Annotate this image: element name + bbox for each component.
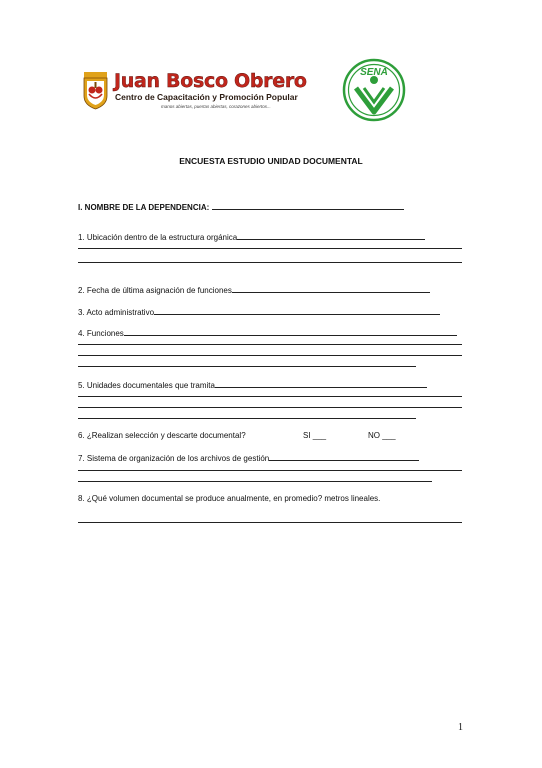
- answer-line[interactable]: [78, 407, 462, 408]
- question-3: [78, 306, 440, 318]
- question-2: [78, 284, 430, 296]
- question-2-text: 2. Fecha de última asignación de funciones: [78, 286, 232, 295]
- page-number: 1: [458, 722, 463, 733]
- jbo-logo-title: Juan Bosco Obrero: [114, 70, 307, 92]
- question-8-text: 8. ¿Qué volumen documental se produce anualmente, en promedio? metros lineales.: [78, 494, 381, 503]
- answer-line[interactable]: [78, 366, 416, 367]
- answer-line[interactable]: [78, 344, 462, 345]
- question-7: [78, 452, 419, 464]
- answer-line[interactable]: [78, 248, 462, 249]
- question-4-blank[interactable]: [124, 327, 457, 336]
- section-i-text: I. NOMBRE DE LA DEPENDENCIA:: [78, 203, 210, 212]
- question-1-blank[interactable]: [237, 231, 425, 240]
- document-title: ENCUESTA ESTUDIO UNIDAD DOCUMENTAL: [179, 156, 363, 166]
- question-6-text: 6. ¿Realizan selección y descarte documental?: [78, 431, 246, 440]
- sena-logo: [342, 58, 406, 122]
- question-1: [78, 231, 425, 243]
- question-5-text: 5. Unidades documentales que tramita: [78, 381, 215, 390]
- section-i-label: [78, 201, 404, 213]
- answer-line[interactable]: [78, 418, 416, 419]
- question-2-blank[interactable]: [232, 284, 430, 293]
- answer-line[interactable]: [78, 522, 462, 523]
- shield-icon: [83, 72, 108, 110]
- sena-logo-text: SENA: [360, 67, 388, 78]
- juan-bosco-obrero-logo: [83, 70, 307, 114]
- answer-line[interactable]: [78, 262, 462, 263]
- question-7-text: 7. Sistema de organización de los archivos de gestión: [78, 454, 270, 463]
- answer-line[interactable]: [78, 470, 462, 471]
- answer-line[interactable]: [78, 396, 462, 397]
- question-3-blank[interactable]: [154, 306, 440, 315]
- jbo-logo-tagline: manos abiertas, puertas abiertas, corazones abiertos...: [161, 104, 271, 109]
- question-5: [78, 379, 427, 391]
- question-1-text: 1. Ubicación dentro de la estructura orgánica: [78, 233, 238, 242]
- q6-no-option[interactable]: NO ___: [368, 431, 396, 440]
- answer-line[interactable]: [78, 355, 462, 356]
- jbo-logo-subtitle: Centro de Capacitación y Promoción Popular: [115, 92, 298, 102]
- question-5-blank[interactable]: [215, 379, 427, 388]
- question-3-text: 3. Acto administrativo: [78, 308, 155, 317]
- q6-si-option[interactable]: SI ___: [303, 431, 327, 440]
- dependency-name-blank[interactable]: [212, 201, 404, 210]
- question-4: [78, 327, 457, 339]
- answer-line[interactable]: [78, 481, 432, 482]
- question-4-text: 4. Funciones: [78, 329, 124, 338]
- question-7-blank[interactable]: [269, 452, 419, 461]
